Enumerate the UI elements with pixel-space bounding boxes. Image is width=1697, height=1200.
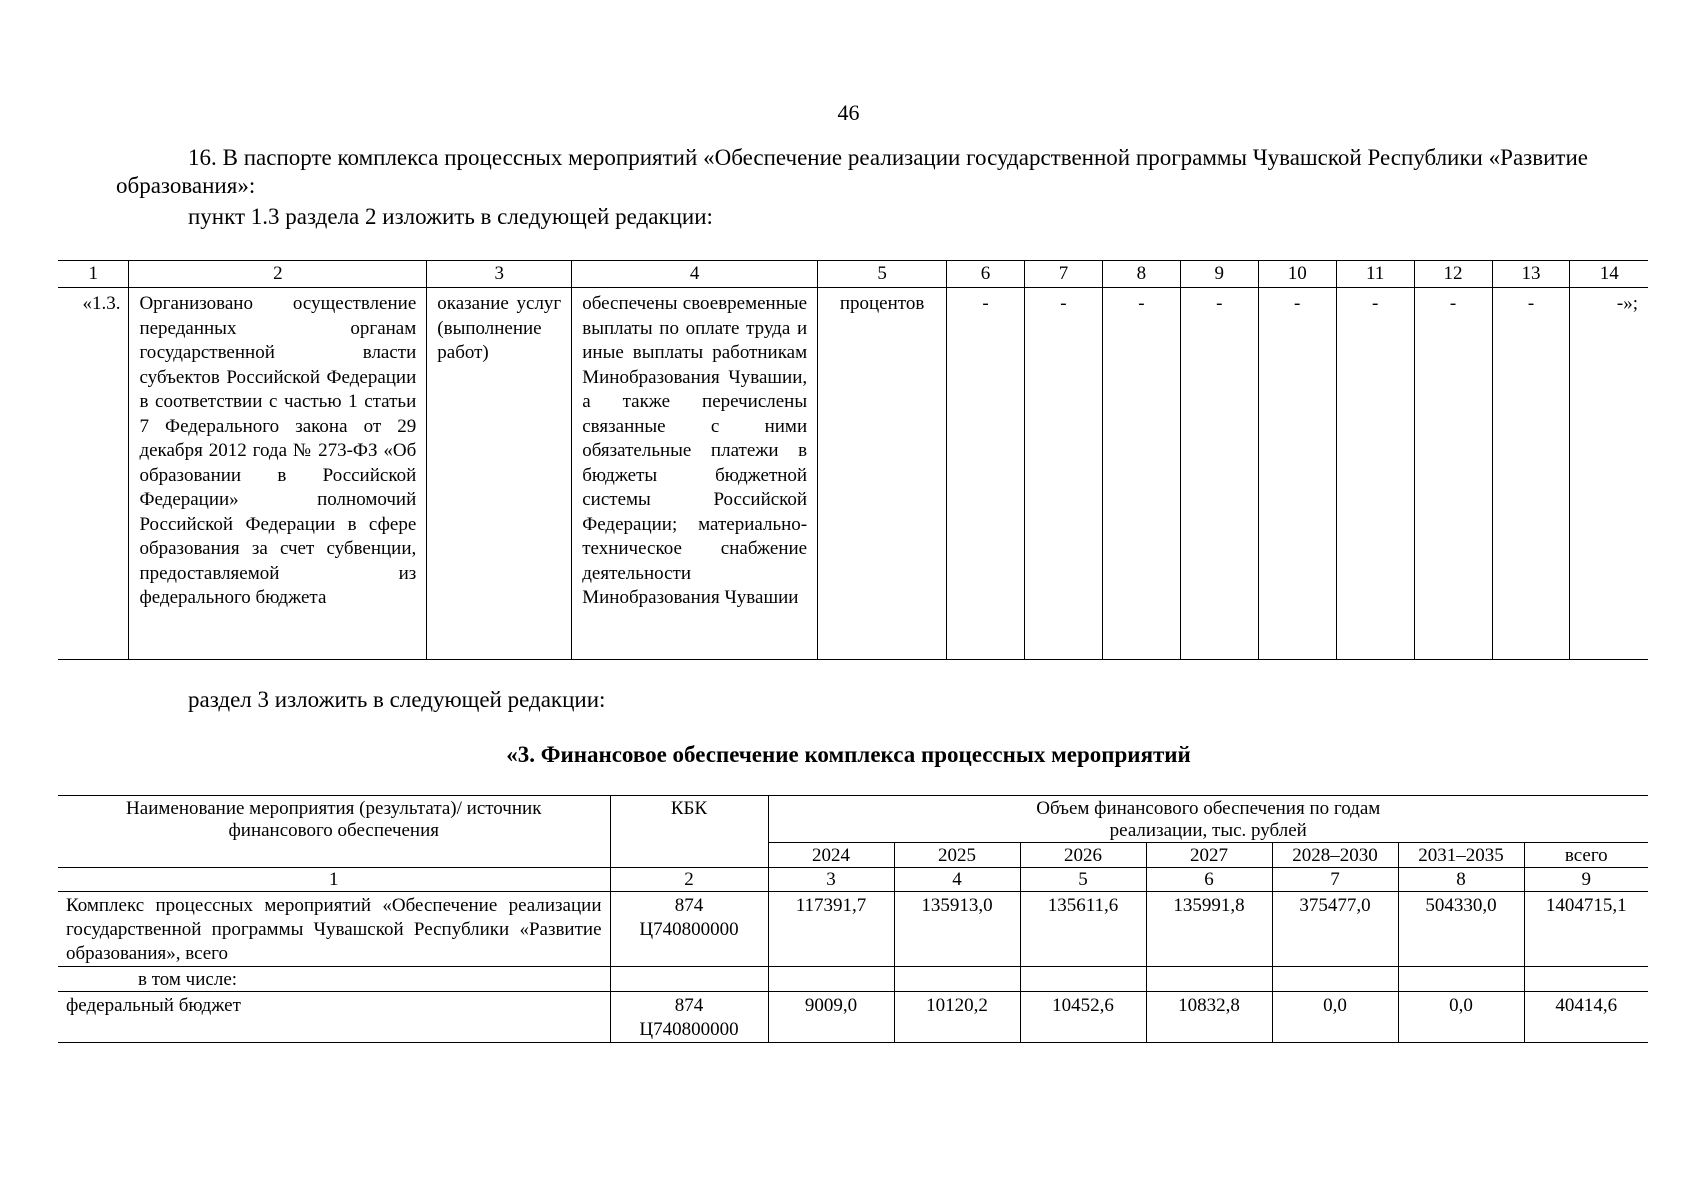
header-measure-name: Наименование мероприятия (результата)/ источник финансового обеспечения bbox=[58, 796, 610, 868]
table1-col-header: 12 bbox=[1414, 261, 1492, 288]
table2-header-row bbox=[58, 796, 1648, 843]
column-number: 6 bbox=[1146, 868, 1272, 892]
table1-col-header: 13 bbox=[1492, 261, 1570, 288]
intro-paragraph: 16. В паспорте комплекса процессных мероприятий «Обеспечение реализации государственной программы Чувашской Республики «Развитие образования»: bbox=[116, 145, 1588, 198]
column-number: 9 bbox=[1524, 868, 1648, 892]
amount-cell: 0,0 bbox=[1398, 992, 1524, 1043]
column-number: 8 bbox=[1398, 868, 1524, 892]
measure-name: федеральный бюджет bbox=[58, 992, 610, 1043]
table1-col-header: 3 bbox=[427, 261, 572, 288]
amount-cell: 40414,6 bbox=[1524, 992, 1648, 1043]
year-header: 2031–2035 bbox=[1398, 843, 1524, 868]
amount-cell: 135991,8 bbox=[1146, 892, 1272, 967]
table-row bbox=[58, 892, 1648, 967]
amount-cell: 375477,0 bbox=[1272, 892, 1398, 967]
amount-cell: 10120,2 bbox=[894, 992, 1020, 1043]
amount-cell: 504330,0 bbox=[1398, 892, 1524, 967]
table2-colnum-row bbox=[58, 868, 1648, 892]
financing-table bbox=[58, 795, 1648, 1043]
header-kbk: КБК bbox=[610, 796, 768, 868]
amount-cell: 135913,0 bbox=[894, 892, 1020, 967]
kbk-target: Ц740800000 bbox=[639, 1019, 739, 1040]
table1-col-header: 7 bbox=[1024, 261, 1102, 288]
amount-cell: 0,0 bbox=[1272, 992, 1398, 1043]
table-row bbox=[58, 992, 1648, 1043]
value-cell: - bbox=[1024, 288, 1102, 660]
kbk-cell bbox=[610, 892, 768, 967]
unit-cell: процентов bbox=[818, 288, 947, 660]
year-header: всего bbox=[1524, 843, 1648, 868]
table1-col-header: 9 bbox=[1180, 261, 1258, 288]
measure-name: в том числе: bbox=[58, 967, 610, 992]
value-cell: -»; bbox=[1570, 288, 1648, 660]
year-header: 2026 bbox=[1020, 843, 1146, 868]
table1-col-header: 6 bbox=[947, 261, 1025, 288]
table1-col-header: 8 bbox=[1102, 261, 1180, 288]
amount-cell: 117391,7 bbox=[768, 892, 894, 967]
table1-col-header: 5 bbox=[818, 261, 947, 288]
row-number: «1.3. bbox=[58, 288, 129, 660]
characteristic-cell: обеспечены своевременные выплаты по оплате труда и иные выплаты работникам Минобразования Чувашии, а также перечислены связанные с ними обязательные платежи в бюджеты бюджетной системы Российской Федерации; материально-техническое снабжение деятельности Минобразования Чувашии bbox=[572, 288, 818, 660]
year-header: 2025 bbox=[894, 843, 1020, 868]
process-measures-table bbox=[58, 260, 1648, 660]
column-number: 4 bbox=[894, 868, 1020, 892]
table1-col-header: 11 bbox=[1336, 261, 1414, 288]
year-header: 2024 bbox=[768, 843, 894, 868]
table1-col-header: 4 bbox=[572, 261, 818, 288]
kbk-cell bbox=[610, 992, 768, 1043]
year-header: 2027 bbox=[1146, 843, 1272, 868]
value-cell: - bbox=[1102, 288, 1180, 660]
section-title: «3. Финансовое обеспечение комплекса процессных мероприятий bbox=[506, 742, 1191, 767]
page-number: 46 bbox=[837, 100, 860, 125]
value-cell: - bbox=[947, 288, 1025, 660]
kbk-code: 874 bbox=[674, 895, 704, 916]
column-number: 2 bbox=[610, 868, 768, 892]
amount-cell: 1404715,1 bbox=[1524, 892, 1648, 967]
column-number: 5 bbox=[1020, 868, 1146, 892]
table1-col-header: 2 bbox=[129, 261, 427, 288]
table1-col-header: 1 bbox=[58, 261, 129, 288]
amount-cell: 10832,8 bbox=[1146, 992, 1272, 1043]
task-cell: Организовано осуществление переданных органам государственной власти субъектов Российской Федерации в соответствии с частью 1 статьи 7 Федерального закона от 29 декабря 2012 года № 273-ФЗ «Об образовании в Российской Федерации» полномочий Российской Федерации в сфере образования за счет субвенции, предоставляемой из федерального бюджета bbox=[129, 288, 427, 660]
table1-col-header: 10 bbox=[1258, 261, 1336, 288]
amount-cell: 135611,6 bbox=[1020, 892, 1146, 967]
column-number: 1 bbox=[58, 868, 610, 892]
table1-header-row bbox=[58, 261, 1648, 288]
column-number: 7 bbox=[1272, 868, 1398, 892]
amount-cell: 9009,0 bbox=[768, 992, 894, 1043]
kbk-target: Ц740800000 bbox=[639, 919, 739, 940]
header-volume: Объем финансового обеспечения по годам реализации, тыс. рублей bbox=[768, 796, 1648, 843]
year-header: 2028–2030 bbox=[1272, 843, 1398, 868]
table1-row bbox=[58, 288, 1648, 660]
value-cell: - bbox=[1180, 288, 1258, 660]
value-cell: - bbox=[1492, 288, 1570, 660]
column-number: 3 bbox=[768, 868, 894, 892]
amount-cell: 10452,6 bbox=[1020, 992, 1146, 1043]
value-cell: - bbox=[1258, 288, 1336, 660]
value-cell: - bbox=[1336, 288, 1414, 660]
table-row bbox=[58, 967, 1648, 992]
type-cell: оказание услуг (выполнение работ) bbox=[427, 288, 572, 660]
value-cell: - bbox=[1414, 288, 1492, 660]
measure-name: Комплекс процессных мероприятий «Обеспечение реализации государственной программы Чувашской Республики «Развитие образования», всего bbox=[58, 892, 610, 967]
section-instruction: раздел 3 изложить в следующей редакции: bbox=[188, 687, 606, 712]
kbk-code: 874 bbox=[674, 995, 704, 1016]
table1-col-header: 14 bbox=[1570, 261, 1648, 288]
item-instruction: пункт 1.3 раздела 2 изложить в следующей редакции: bbox=[188, 204, 713, 229]
